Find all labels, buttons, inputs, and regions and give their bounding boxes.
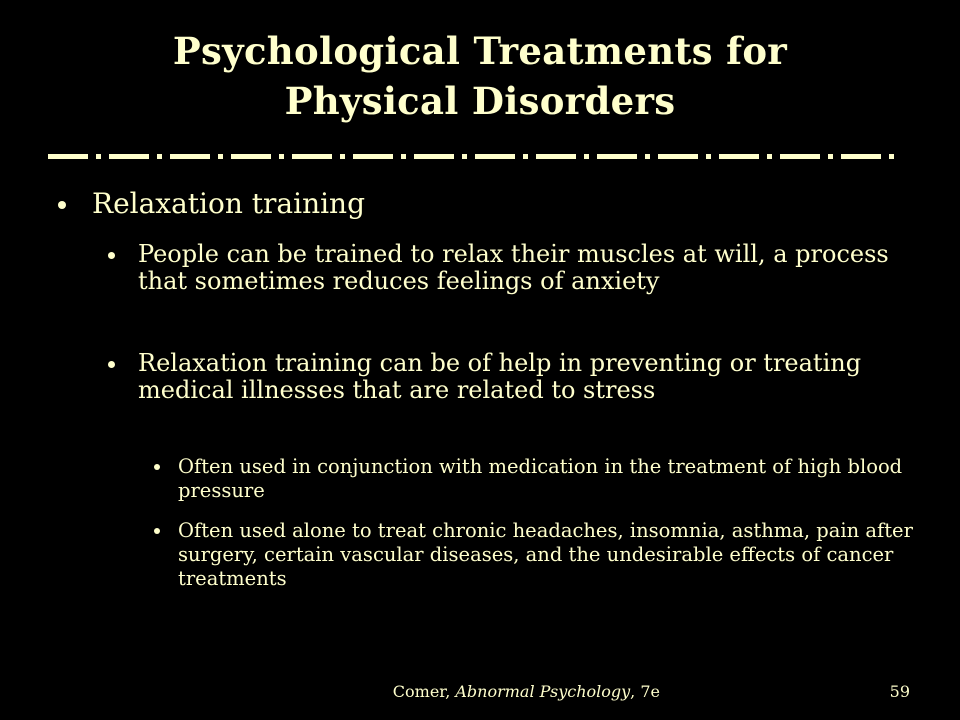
divider-dot <box>218 154 223 159</box>
divider-dot <box>279 154 284 159</box>
bullet-text: Relaxation training <box>92 187 366 220</box>
divider-dot <box>828 154 833 159</box>
divider-dash <box>231 154 271 159</box>
footer-author: Comer, <box>392 682 456 701</box>
bullet-dot <box>108 361 115 368</box>
divider-dot <box>523 154 528 159</box>
divider-dash <box>658 154 698 159</box>
divider-dot <box>645 154 650 159</box>
divider-dot <box>462 154 467 159</box>
divider-dot <box>401 154 406 159</box>
divider-dot <box>889 154 894 159</box>
slide-title <box>40 26 920 126</box>
sub-sub-bullet-blood-pressure <box>154 455 914 503</box>
page-number: 59 <box>889 682 910 701</box>
footer-book-title: Abnormal Psychology <box>455 682 631 701</box>
divider-dash <box>597 154 637 159</box>
divider-dash <box>719 154 759 159</box>
title-line-1: Psychological Treatments for <box>172 29 788 73</box>
sub-sub-bullet-used-alone <box>154 519 914 591</box>
divider-dash <box>109 154 149 159</box>
footer-edition: , 7e <box>630 682 660 701</box>
divider-dash <box>536 154 576 159</box>
divider-dot <box>706 154 711 159</box>
bullet-text: Often used in conjunction with medication in the treatment of high blood pressure <box>178 455 903 502</box>
divider-dot <box>96 154 101 159</box>
title-line-2: Physical Disorders <box>284 79 676 123</box>
bullet-text: Often used alone to treat chronic headaches, insomnia, asthma, pain after surgery, certain vascular diseases, and the undesirable effects of cancer treatments <box>178 519 913 590</box>
bullet-dot <box>108 252 115 259</box>
divider-dot <box>584 154 589 159</box>
bullet-dot <box>58 201 66 209</box>
divider-dot <box>767 154 772 159</box>
divider-dash <box>475 154 515 159</box>
divider-dash <box>292 154 332 159</box>
divider-dash <box>414 154 454 159</box>
bullet-relaxation-training <box>58 184 918 224</box>
title-divider <box>48 150 912 164</box>
divider-dot <box>157 154 162 159</box>
sub-bullet-train-muscles <box>108 241 908 295</box>
divider-dot <box>340 154 345 159</box>
divider-dash <box>353 154 393 159</box>
sub-bullet-preventing-illness <box>108 350 908 404</box>
footer-citation <box>330 682 660 702</box>
divider-dash <box>170 154 210 159</box>
bullet-text: Relaxation training can be of help in preventing or treating medical illnesses that are related to stress <box>138 349 862 404</box>
bullet-text: People can be trained to relax their muscles at will, a process that sometimes reduces feelings of anxiety <box>138 240 889 295</box>
divider-dash <box>841 154 881 159</box>
bullet-dot <box>154 464 160 470</box>
divider-dash <box>780 154 820 159</box>
bullet-dot <box>154 528 160 534</box>
divider-dash <box>48 154 88 159</box>
